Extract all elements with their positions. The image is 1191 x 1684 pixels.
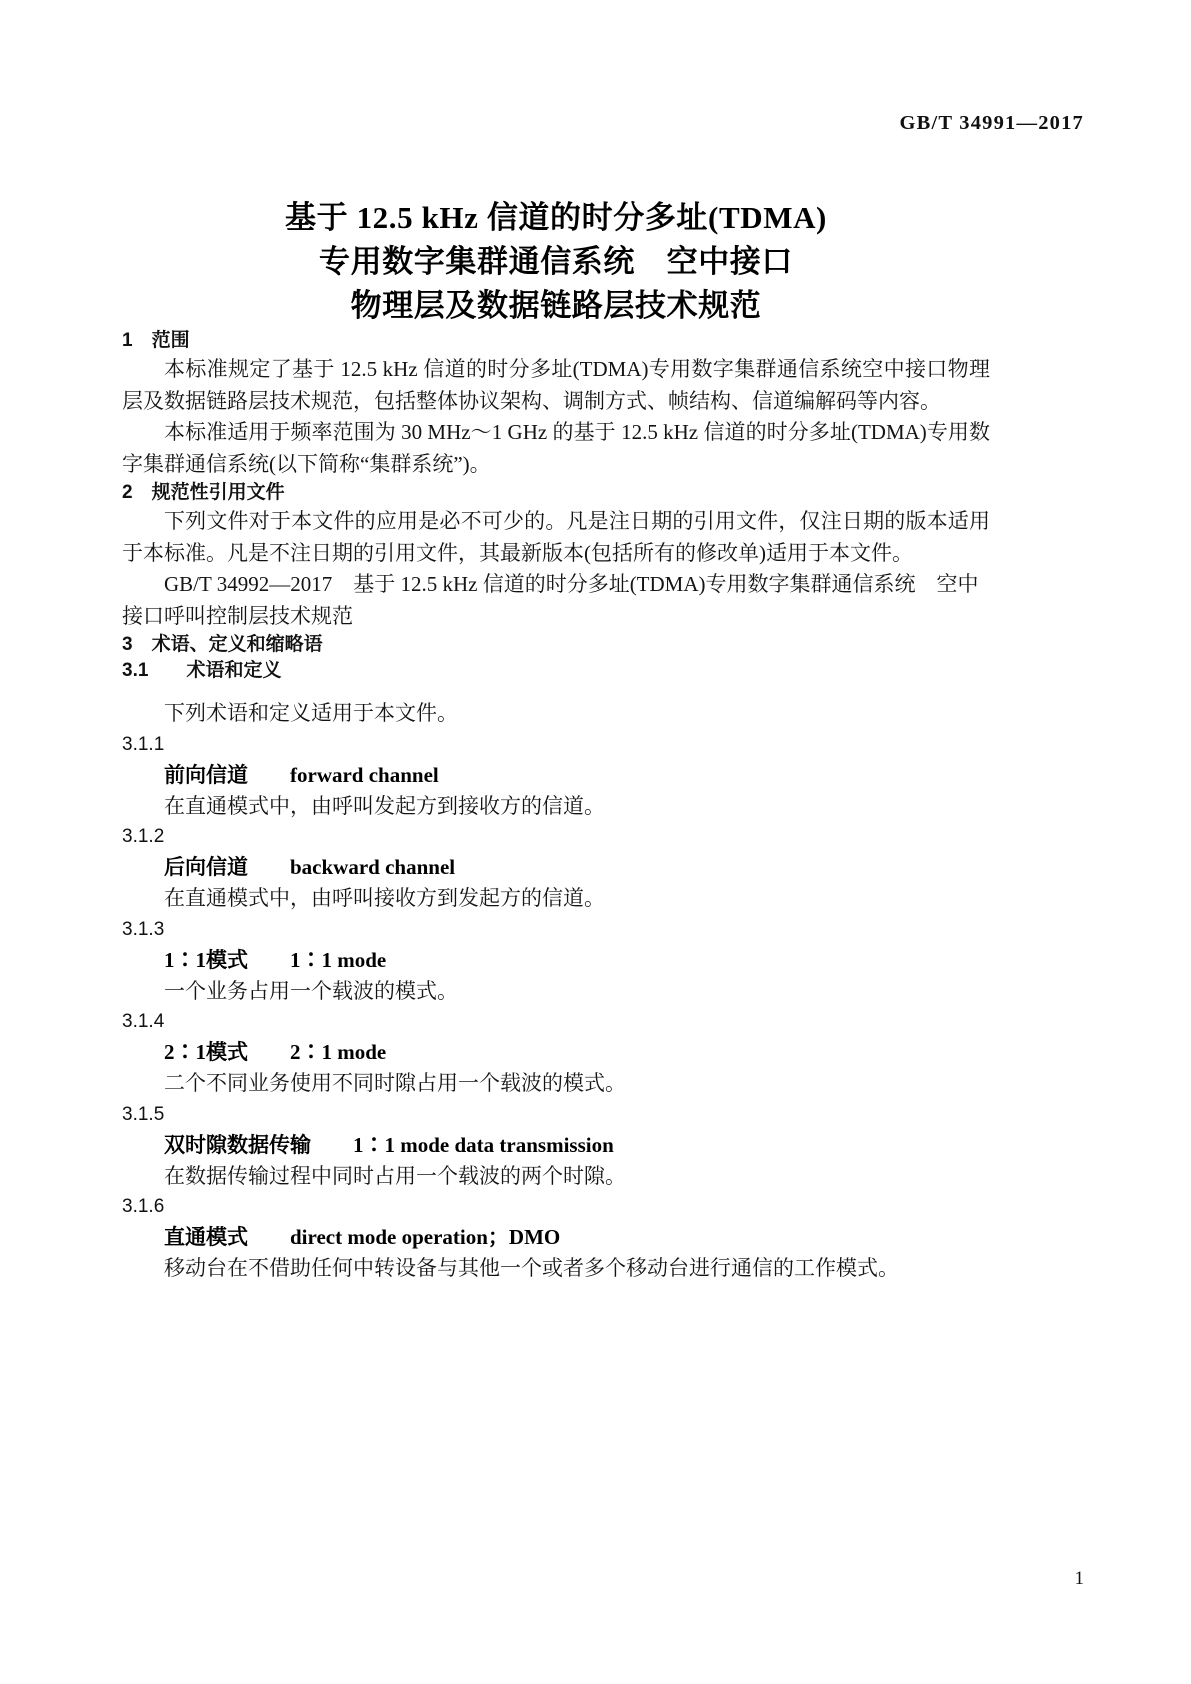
term-number: 3.1.3 xyxy=(122,918,165,940)
term-name xyxy=(122,1130,990,1161)
term-name xyxy=(122,760,990,791)
term-entry xyxy=(122,1192,990,1285)
term-entry xyxy=(122,915,990,1008)
term-name-en: forward channel xyxy=(290,762,439,787)
term-number: 3.1.2 xyxy=(122,826,165,847)
section-number-1: 1 xyxy=(122,330,133,351)
term-name-zh: 后向信道 xyxy=(164,855,248,879)
subsection-heading-3-1 xyxy=(122,658,990,684)
section-1-paragraph-1: 本标准规定了基于 12.5 kHz 信道的时分多址(TDMA)专用数字集群通信系统空中接口物理层及数据链路层技术规范，包括整体协议架构、调制方式、帧结构、信道编解码等内容。 xyxy=(122,357,990,413)
page-content xyxy=(122,0,990,1285)
term-name-en: backward channel xyxy=(290,855,456,879)
term-name-zh: 2∶1模式 xyxy=(164,1040,248,1064)
term-name-en: direct mode operation；DMO xyxy=(290,1225,561,1249)
term-name xyxy=(122,1222,990,1253)
section-number-3: 3 xyxy=(122,634,133,655)
term-definition: 一个业务占用一个载波的模式。 xyxy=(164,978,458,1003)
spacer xyxy=(122,684,990,698)
term-definition: 二个不同业务使用不同时隙占用一个载波的模式。 xyxy=(164,1071,626,1095)
term-number: 3.1.4 xyxy=(122,1011,165,1032)
term-number: 3.1.1 xyxy=(122,733,165,755)
section-1-paragraph-2: 本标准适用于频率范围为 30 MHz～1 GHz 的基于 12.5 kHz 信道的时分多址(TDMA)专用数字集群通信系统(以下简称“集群系统”)。 xyxy=(122,420,990,476)
section-title-2: 规范性引用文件 xyxy=(151,482,285,503)
term-name-en: 1∶1 mode data transmission xyxy=(353,1132,614,1157)
term-entry xyxy=(122,822,990,915)
term-definition: 移动台在不借助任何中转设备与其他一个或者多个移动台进行通信的工作模式。 xyxy=(164,1256,899,1280)
term-entry xyxy=(122,730,990,823)
section-heading-1 xyxy=(122,328,990,354)
page-number: 1 xyxy=(1074,1568,1084,1589)
term-name-en: 1∶1 mode xyxy=(290,947,387,972)
section-title-1: 范围 xyxy=(151,330,190,351)
term-number: 3.1.6 xyxy=(122,1196,165,1217)
section-number-2: 2 xyxy=(122,482,133,503)
term-definition: 在直通模式中，由呼叫发起方到接收方的信道。 xyxy=(164,793,605,818)
subsection-number-3-1: 3.1 xyxy=(122,660,149,681)
document-title-line-3: 物理层及数据链路层技术规范 xyxy=(350,288,762,323)
section-heading-3 xyxy=(122,632,990,658)
subsection-title-3-1: 术语和定义 xyxy=(186,660,282,681)
term-name xyxy=(122,852,990,883)
section-heading-2 xyxy=(122,480,990,506)
normative-reference-entry: GB/T 34992—2017 基于 12.5 kHz 信道的时分多址(TDMA)专用数字集群通信系统 空中接口呼叫控制层技术规范 xyxy=(122,572,979,628)
document-title-line-1: 基于 12.5 kHz 信道的时分多址(TDMA) xyxy=(285,200,827,235)
term-name-zh: 直通模式 xyxy=(164,1225,248,1249)
section-2-paragraph-1: 下列文件对于本文件的应用是必不可少的。凡是注日期的引用文件，仅注日期的版本适用于本标准。凡是不注日期的引用文件，其最新版本(包括所有的修改单)适用于本文件。 xyxy=(122,509,990,565)
term-number: 3.1.5 xyxy=(122,1103,165,1125)
term-name-zh: 双时隙数据传输 xyxy=(164,1132,311,1157)
term-entry xyxy=(122,1007,990,1100)
running-header-standard-number: GB/T 34991—2017 xyxy=(899,112,1084,134)
document-title-line-2: 专用数字集群通信系统 空中接口 xyxy=(319,244,793,279)
term-definition: 在直通模式中，由呼叫接收方到发起方的信道。 xyxy=(164,886,605,910)
document-title xyxy=(122,196,990,328)
subsection-3-1-intro: 下列术语和定义适用于本文件。 xyxy=(164,701,458,725)
term-name-zh: 前向信道 xyxy=(164,762,248,787)
term-name-zh: 1∶1模式 xyxy=(164,947,248,972)
term-name xyxy=(122,1037,990,1068)
term-name xyxy=(122,945,990,976)
section-title-3: 术语、定义和缩略语 xyxy=(151,634,323,655)
term-name-en: 2∶1 mode xyxy=(290,1040,387,1064)
term-entry xyxy=(122,1100,990,1193)
term-definition: 在数据传输过程中同时占用一个载波的两个时隙。 xyxy=(164,1163,626,1188)
